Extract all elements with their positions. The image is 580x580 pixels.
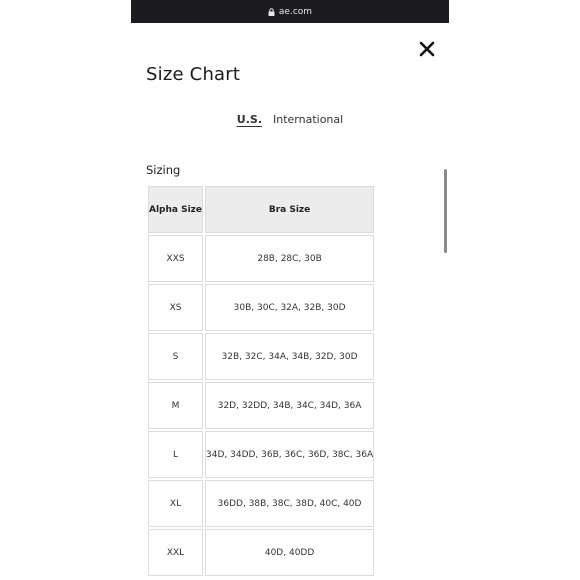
table-row bbox=[148, 480, 374, 527]
section-label: Sizing bbox=[146, 163, 181, 177]
table-row bbox=[148, 431, 374, 478]
table-row bbox=[148, 235, 374, 282]
alpha-size-cell: M bbox=[148, 382, 203, 429]
lock-icon bbox=[268, 8, 275, 16]
bra-size-cell: 32D, 32DD, 34B, 34C, 34D, 36A bbox=[205, 382, 374, 429]
table-row bbox=[148, 284, 374, 331]
table-row bbox=[148, 529, 374, 576]
bra-size-cell: 32B, 32C, 34A, 34B, 32D, 30D bbox=[205, 333, 374, 380]
browser-url-bar[interactable] bbox=[131, 0, 449, 23]
bra-size-cell: 30B, 30C, 32A, 32B, 30D bbox=[205, 284, 374, 331]
column-header-alpha-size: Alpha Size bbox=[148, 186, 203, 233]
alpha-size-cell: L bbox=[148, 431, 203, 478]
alpha-size-cell: XXL bbox=[148, 529, 203, 576]
alpha-size-cell: S bbox=[148, 333, 203, 380]
alpha-size-cell: XL bbox=[148, 480, 203, 527]
tab-international[interactable]: International bbox=[273, 113, 344, 126]
url-text: ae.com bbox=[278, 6, 313, 17]
bra-size-cell: 28B, 28C, 30B bbox=[205, 235, 374, 282]
column-header-bra-size: Bra Size bbox=[205, 186, 374, 233]
table-row bbox=[148, 382, 374, 429]
bra-size-cell: 34D, 34DD, 36B, 36C, 36D, 38C, 36A bbox=[205, 431, 374, 478]
close-icon[interactable] bbox=[419, 41, 435, 57]
table-header-row bbox=[148, 186, 374, 233]
size-chart-table bbox=[146, 184, 376, 578]
bra-size-cell: 40D, 40DD bbox=[205, 529, 374, 576]
table-row bbox=[148, 333, 374, 380]
bra-size-cell: 36DD, 38B, 38C, 38D, 40C, 40D bbox=[205, 480, 374, 527]
alpha-size-cell: XXS bbox=[148, 235, 203, 282]
tab-us[interactable]: U.S. bbox=[236, 113, 262, 126]
phone-screen bbox=[131, 0, 449, 580]
modal-title: Size Chart bbox=[146, 64, 241, 85]
unit-tabs bbox=[131, 113, 449, 128]
alpha-size-cell: XS bbox=[148, 284, 203, 331]
scrollbar[interactable] bbox=[444, 169, 447, 253]
